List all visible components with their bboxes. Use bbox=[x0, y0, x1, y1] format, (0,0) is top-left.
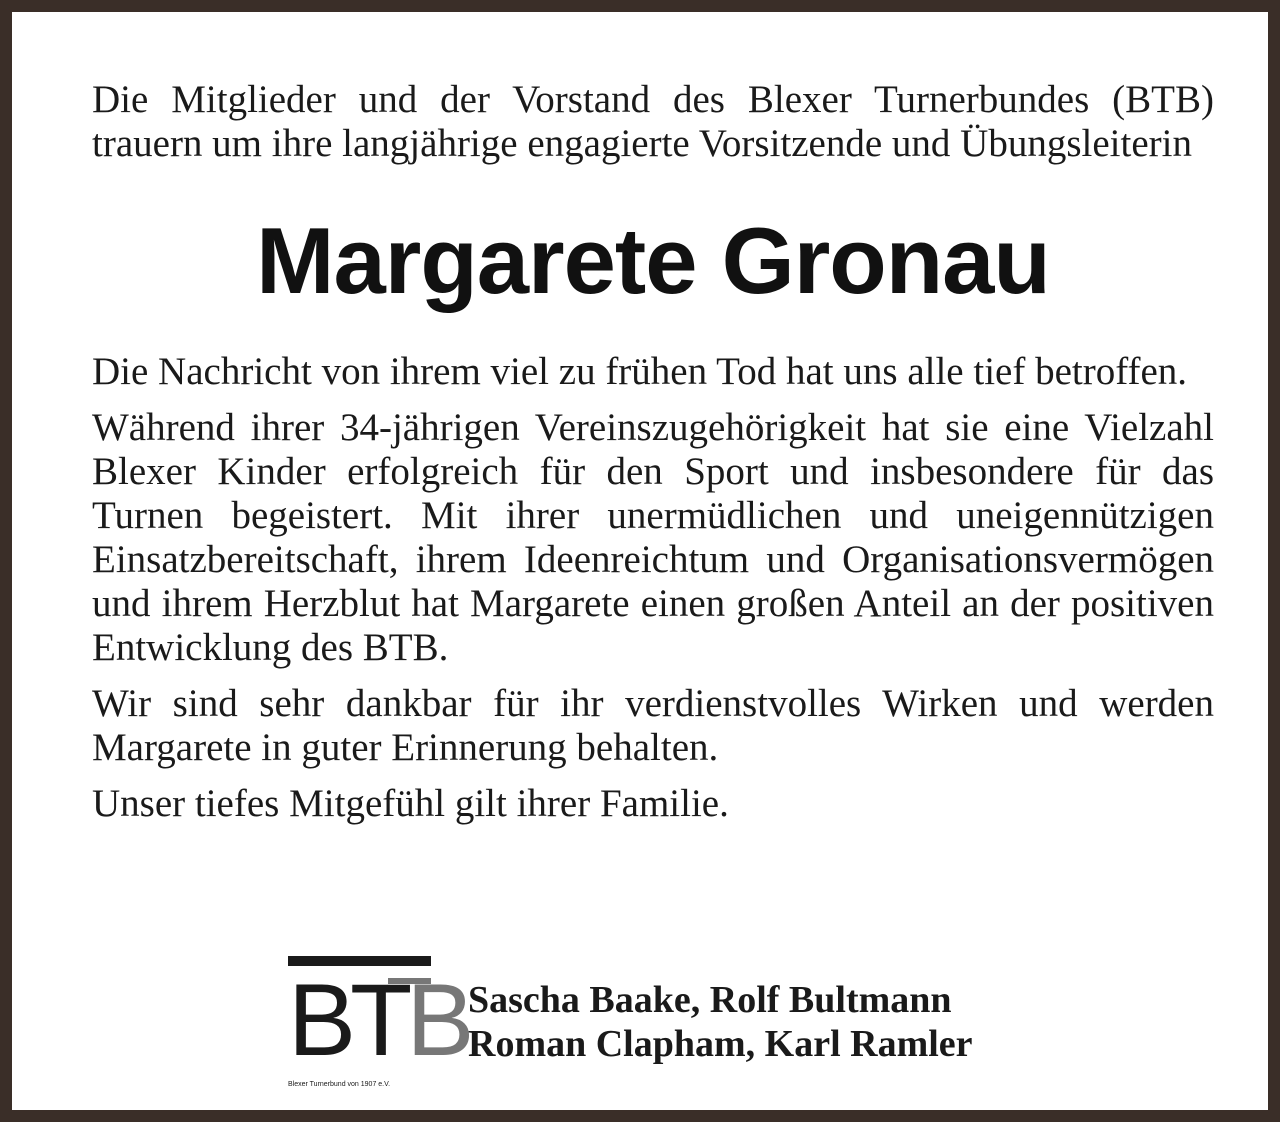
signature-block bbox=[288, 956, 1108, 1106]
signatory-line-1: Sascha Baake, Rolf Bultmann bbox=[468, 979, 952, 1021]
obituary-content bbox=[92, 78, 1214, 826]
signatory-line-2: Roman Clapham, Karl Ramler bbox=[468, 1023, 973, 1065]
logo-letter-t: T bbox=[350, 963, 407, 1077]
logo-letter-b2: B bbox=[406, 963, 469, 1077]
paragraph-gratitude: Wir sind sehr dankbar für ihr verdienstvolles Wirken und werden Margarete in guter Erinnerung behalten. bbox=[92, 682, 1214, 769]
btb-logo bbox=[288, 956, 469, 1096]
paragraph-condolence: Unser tiefes Mitgefühl gilt ihrer Familie. bbox=[92, 782, 729, 825]
logo-letter-b1: B bbox=[288, 963, 351, 1077]
paragraph-news: Die Nachricht von ihrem viel zu frühen Tod hat uns alle tief betroffen. bbox=[92, 350, 1188, 393]
deceased-name: Margarete Gronau bbox=[256, 208, 1050, 313]
paragraph-membership: Während ihrer 34-jährigen Vereinszugehörigkeit hat sie eine Vielzahl Blexer Kinder erfolgreich für den Sport und insbesondere für das Turnen begeistert. Mit ihrer unermüdlichen und uneigennützigen Einsatzbereitschaft, ihrem Ideenreichtum und Organisationsvermögen und ihrem Herzblut hat Margarete einen großen Anteil an der positiven Entwicklung des BTB. bbox=[92, 406, 1214, 669]
logo-letters bbox=[288, 963, 469, 1077]
signatories bbox=[468, 978, 1108, 1066]
logo-caption: Blexer Turnerbund von 1907 e.V. bbox=[288, 1081, 391, 1088]
intro-text: Die Mitglieder und der Vorstand des Blexer Turnerbundes (BTB) trauern um ihre langjährige engagierte Vorsitzende und Übungsleiterin bbox=[92, 78, 1214, 165]
